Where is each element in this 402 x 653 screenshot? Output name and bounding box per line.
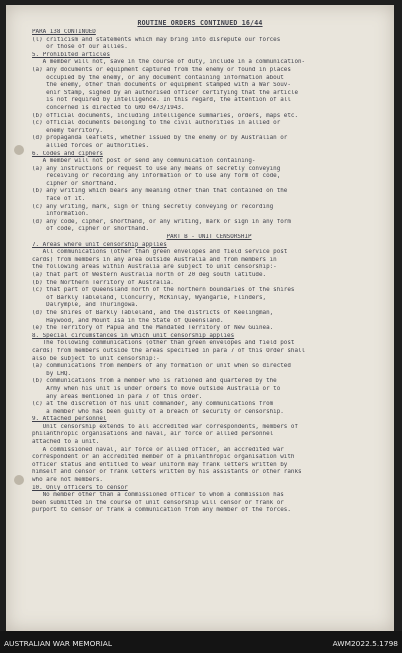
text-line: Army when his unit is under orders to move outside Australia or to xyxy=(32,385,281,392)
text-line: No member other than a commissioned officer to whom a commission has xyxy=(32,492,284,499)
footer-accession: AWM2022.5.1798 xyxy=(332,639,398,648)
text-line: a member who has been guilty of a breach of security or censorship. xyxy=(32,408,284,415)
document-page xyxy=(6,5,394,631)
text-line: A member will not, save in the course of duty, include in a communication- xyxy=(32,59,306,66)
text-line: (c) at the discretion of his unit commander, any communications from xyxy=(32,401,274,408)
text-line: information. xyxy=(32,211,89,218)
text-line: himself and censor or frank letters written by his assistants or other ranks xyxy=(32,469,302,476)
text-line: A member will not post or send any communication containing- xyxy=(32,158,256,165)
text-line: Haywood, and Mount Isa in the State of Queensland. xyxy=(32,317,224,324)
text-line: (c) official documents belonging to the civil authorities in allied or xyxy=(32,120,281,127)
section-heading: PART B - UNIT CENSORSHIP xyxy=(166,234,252,241)
text-line: (c) any writing, mark, sign or thing secretly conveying or recording xyxy=(32,203,274,210)
text-line: cipher or shorthand. xyxy=(32,180,118,187)
section-heading: 6. Codes and ciphers xyxy=(32,150,103,157)
text-line: (d) the shires of Barkly Tableland, and the districts of Keelingman, xyxy=(32,309,274,316)
section-heading: 10. Only officers to censor xyxy=(32,484,128,491)
text-line: (b) official documents, including Intelligence summaries, orders, maps etc. xyxy=(32,112,298,119)
text-line: the enemy, other than documents or equipment stamped with a War Souv- xyxy=(32,82,291,89)
footer-source: AUSTRALIAN WAR MEMORIAL xyxy=(4,639,112,648)
footer-bar xyxy=(0,631,402,653)
text-line: receiving or recording any information or to use any form of code, xyxy=(32,173,281,180)
text-line: (b) any writing which bears any meaning other than that contained on the xyxy=(32,188,288,195)
text-line: occupied by the enemy, or any document containing information about xyxy=(32,74,284,81)
text-line: (a) communications from members of any formation or unit when so directed xyxy=(32,363,291,370)
text-line: (b) the Northern Territory of Australia. xyxy=(32,279,174,286)
text-line: philanthropic organisations and naval, air force or allied personnel xyxy=(32,431,274,438)
punch-hole xyxy=(14,145,24,155)
text-line: (a) that part of Western Australia north of 20 deg south latitude. xyxy=(32,272,267,278)
text-line: (d) any code, cipher, shorthand, or any writing, mark or sign in any form xyxy=(32,218,291,225)
section-heading: 9. Attached personnel xyxy=(32,416,107,423)
document-title: ROUTINE ORDERS CONTINUED 16/44 xyxy=(137,19,263,27)
text-line: (c) that part of Queensland north of the northern boundaries of the shires xyxy=(32,287,295,294)
text-line: of Barkly Tableland, Cloncurry, McKinlay, Wyangarie, Flinders, xyxy=(32,294,267,301)
text-line: Unit censorship extends to all accredited war correspondents, members of xyxy=(32,423,298,430)
text-line: cards) from members in any area outside Australia and from members in xyxy=(32,256,277,263)
punch-hole xyxy=(14,475,24,485)
text-line: face of it. xyxy=(32,196,86,203)
text-line: attached to a unit. xyxy=(32,439,100,446)
text-line: enir Stamp, signed by an authorised officer certifying that the article xyxy=(32,89,298,96)
text-line: Dalrymple, and Thuringowa. xyxy=(32,302,139,309)
text-line: allied forces or authorities. xyxy=(32,142,150,149)
text-line: cards) from members outside the areas specified in para 7 of this Order shall xyxy=(32,347,306,354)
text-line: enemy territory. xyxy=(32,127,103,134)
text-line: by LHQ. xyxy=(32,370,72,377)
text-line: the following areas within Australia are subject to unit censorship:- xyxy=(32,264,277,271)
section-heading: 5. Prohibited articles xyxy=(32,51,111,58)
text-line: who are not members. xyxy=(32,477,103,484)
section-heading: 8. Special circumstances in which unit censorship applies xyxy=(32,332,235,339)
text-line: been submitted in the course of unit censorship will censor or frank or xyxy=(32,499,284,506)
text-line: The following communications (other than green envelopes and field post xyxy=(32,340,295,347)
text-line: (a) any instructions or request to use any means of secretly conveying xyxy=(32,165,281,172)
text-line: concerned is directed to GRO 0473/1943. xyxy=(32,104,185,111)
text-line: of code, cipher or shorthand. xyxy=(32,226,150,233)
text-line: is not required by Intelligence. In this regard, the attention of all xyxy=(32,97,291,104)
text-line: (a) any documents or equipment captured from the enemy or found in places xyxy=(32,66,291,73)
text-line: (l) criticism and statements which may bring into disrepute our forces xyxy=(32,36,281,43)
text-line: officer status and entitled to wear uniform may frank letters written by xyxy=(32,461,288,468)
text-line: any areas mentioned in para 7 of this order. xyxy=(32,393,203,400)
text-line: also be subject to unit censorship:- xyxy=(32,355,160,362)
text-line: (d) propaganda leaflets, whether issued by the enemy or by Australian or xyxy=(32,135,288,142)
document-body xyxy=(32,29,386,515)
text-line: (e) the Territory of Papua and the Mandated Territory of New Guinea. xyxy=(32,325,274,332)
section-heading: PARA 138 CONTINUED xyxy=(32,29,96,35)
text-line: (b) communications from a member who is rationed and quartered by the xyxy=(32,378,277,385)
text-line: correspondent or an accredited member of a philanthropic organisation with xyxy=(32,454,295,461)
section-heading: 7. Areas where unit censorship applies xyxy=(32,241,167,248)
text-line: All communications (other than green envelopes and field service post xyxy=(32,249,288,256)
text-line: A commissioned naval, air force or allied officer, an accredited war xyxy=(32,446,284,453)
text-line: or those of our allies. xyxy=(32,44,128,51)
text-line: purport to censor or frank a communication from any member of the forces. xyxy=(32,507,291,514)
